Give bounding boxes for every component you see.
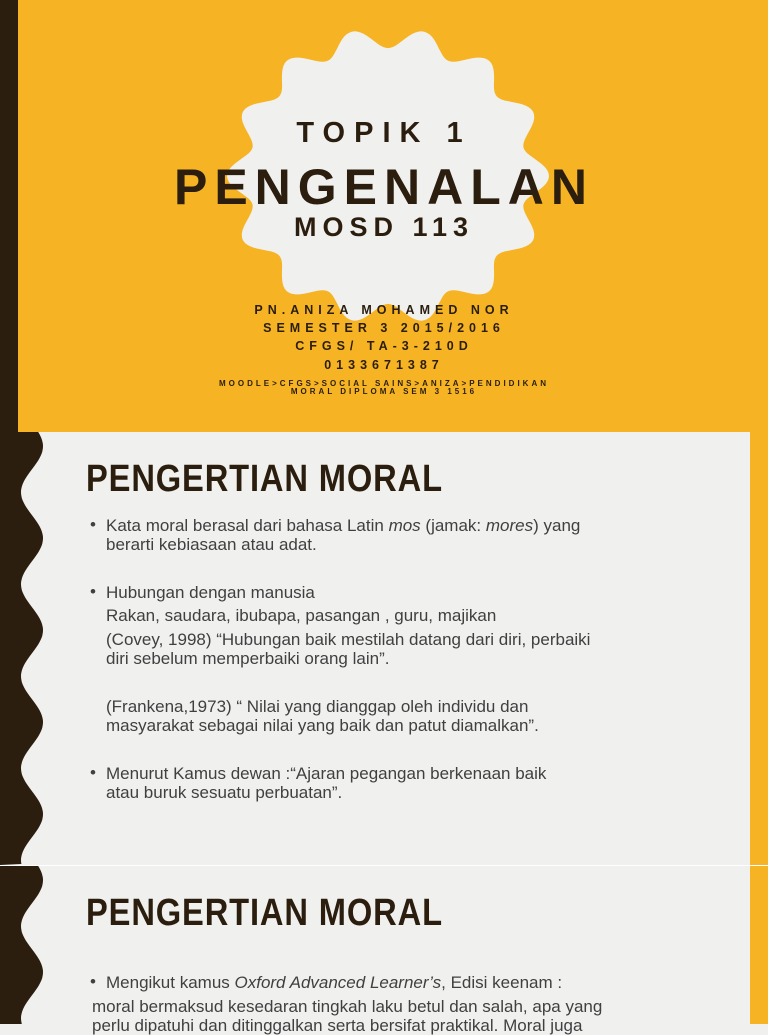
right-accent-bar	[750, 866, 768, 1024]
topic-number: TOPIK 1	[296, 117, 472, 149]
semester-info: SEMESTER 3 2015/2016	[263, 321, 505, 335]
right-accent-bar	[750, 432, 768, 865]
course-code: MOSD 113	[293, 212, 475, 242]
body-text: perlu dipatuhi dan ditinggalkan serta bersifat praktikal. Moral juga	[92, 1016, 583, 1035]
title-slide	[0, 0, 768, 432]
moodle-path-line1: MOODLE>CFGS>SOCIAL SAINS>ANIZA>PENDIDIKAN	[219, 379, 549, 388]
bullet-text: Hubungan dengan manusia	[106, 583, 315, 602]
quote-text: (Frankena,1973) “ Nilai yang dianggap oleh individu dan	[106, 697, 529, 716]
left-wave-border	[0, 866, 60, 1024]
bullet-icon: •	[90, 582, 96, 601]
phone-number: 0133671387	[324, 358, 444, 372]
bullet-text: Menurut Kamus dewan :“Ajaran pegangan berkenaan baik	[106, 764, 547, 783]
moodle-path-line2: MORAL DIPLOMA SEM 3 1516	[290, 387, 478, 396]
class-info: CFGS/ TA-3-210D	[295, 339, 473, 353]
body-text: Rakan, saudara, ibubapa, pasangan , guru, majikan	[106, 606, 497, 625]
bullet-icon: •	[90, 515, 96, 534]
definition-slide	[0, 432, 768, 865]
lecturer-name: PN.ANIZA MOHAMED NOR	[254, 303, 514, 317]
quote-text: masyarakat sebagai nilai yang baik dan patut diamalkan”.	[106, 716, 539, 735]
left-wave-border	[0, 432, 60, 865]
bullet-text: berarti kebiasaan atau adat.	[106, 535, 317, 554]
slide-heading: PENGERTIAN MORAL	[86, 458, 443, 500]
quote-text: (Covey, 1998) “Hubungan baik mestilah datang dari diri, perbaiki	[106, 630, 591, 649]
bullet-text: Kata moral berasal dari bahasa Latin mos (jamak: mores) yang	[106, 516, 581, 535]
definition-slide-2	[0, 866, 768, 1035]
bullet-icon: •	[90, 972, 96, 991]
quote-text: diri sebelum memperbaiki orang lain”.	[106, 649, 390, 668]
slide-title: PENGENALAN	[173, 159, 595, 215]
bullet-text: atau buruk sesuatu perbuatan”.	[106, 783, 343, 802]
bullet-text: Mengikut kamus Oxford Advanced Learner’s, Edisi keenam :	[106, 973, 563, 992]
body-text: moral bermaksud kesedaran tingkah laku betul dan salah, apa yang	[92, 997, 603, 1016]
slide-heading: PENGERTIAN MORAL	[86, 892, 443, 934]
bullet-icon: •	[90, 763, 96, 782]
